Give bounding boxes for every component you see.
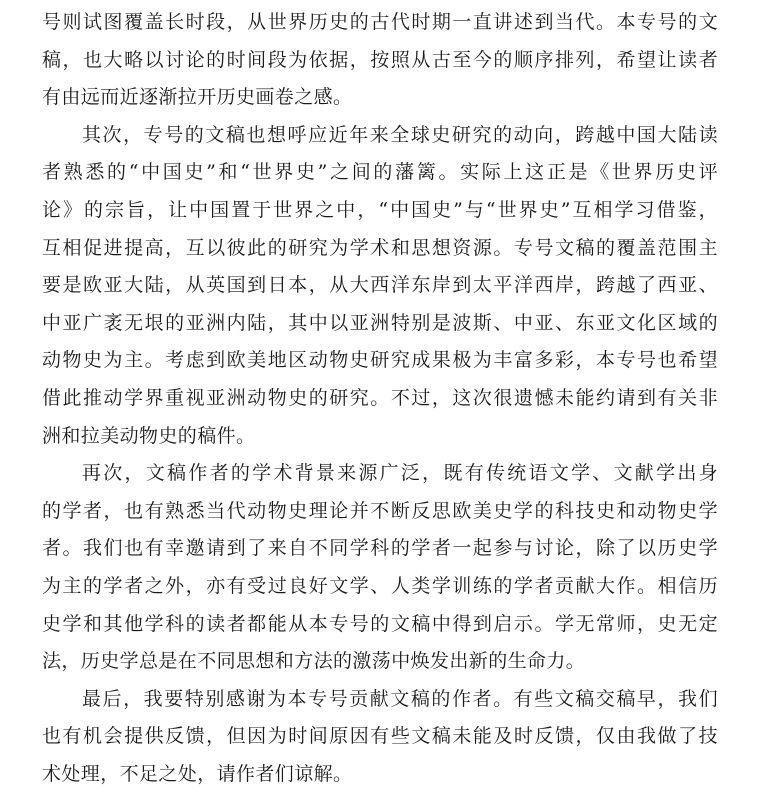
paragraph-1 (42, 4, 718, 117)
text-line: 动物史为主。考虑到欧美地区动物史研究成果极为丰富多彩，本专号也希望 (42, 349, 718, 372)
text-line: 借此推动学界重视亚洲动物史的研究。不过，这次很遗憾未能约请到有关非 (42, 386, 718, 409)
text-line: 号则试图覆盖长时段，从世界历史的古代时期一直讲述到当代。本专号的文 (42, 11, 718, 33)
text-line: 法，历史学总是在不同思想和方法的激荡中焕发出新的生命力。 (42, 650, 586, 673)
text-line: 其次，专号的文稿也想呼应近年来全球史研究的动向，跨越中国大陆读 (82, 123, 718, 146)
text-line: 也有机会提供反馈，但因为时间原因有些文稿未能及时反馈，仅由我做了技 (42, 725, 718, 748)
text-line: 有由远而近逐渐拉开历史画卷之感。 (42, 86, 353, 109)
text-line: 术处理，不足之处，请作者们谅解。 (42, 762, 353, 785)
text-line: 为主的学者之外，亦有受过良好文学、人类学训练的学者贡献大作。相信历 (42, 574, 718, 597)
paragraph-2 (42, 117, 718, 455)
text-line: 中亚广袤无垠的亚洲内陆，其中以亚洲特别是波斯、中亚、东亚文化区域的 (42, 311, 718, 334)
text-line: 者熟悉的“中国史”和“世界史”之间的藩篱。实际上这正是《世界历史评 (42, 161, 718, 184)
text-line: 的学者，也有熟悉当代动物史理论并不断反思欧美史学的科技史和动物史学 (42, 499, 718, 522)
text-line: 要是欧亚大陆，从英国到日本，从大西洋东岸到太平洋西岸，跨越了西亚、 (42, 274, 718, 297)
text-line: 洲和拉美动物史的稿件。 (42, 424, 256, 447)
text-line: 论》的宗旨，让中国置于世界之中，“中国史”与“世界史”互相学习借鉴， (42, 198, 718, 221)
text-line: 最后，我要特别感谢为本专号贡献文稿的作者。有些文稿交稿早，我们 (82, 687, 718, 710)
text-line: 再次，文稿作者的学术背景来源广泛，既有传统语文学、文献学出身 (82, 462, 718, 485)
paragraph-4 (42, 681, 718, 793)
text-line: 稿，也大略以讨论的时间段为依据，按照从古至今的顺序排列，希望让读者 (42, 48, 718, 71)
document-body (42, 0, 718, 793)
text-line: 者。我们也有幸邀请到了来自不同学科的学者一起参与讨论，除了以历史学 (42, 537, 718, 560)
paragraph-3 (42, 455, 718, 681)
text-line: 互相促进提高，互以彼此的研究为学术和思想资源。专号文稿的覆盖范围主 (42, 236, 718, 259)
text-line: 史学和其他学科的读者都能从本专号的文稿中得到启示。学无常师，史无定 (42, 612, 718, 635)
